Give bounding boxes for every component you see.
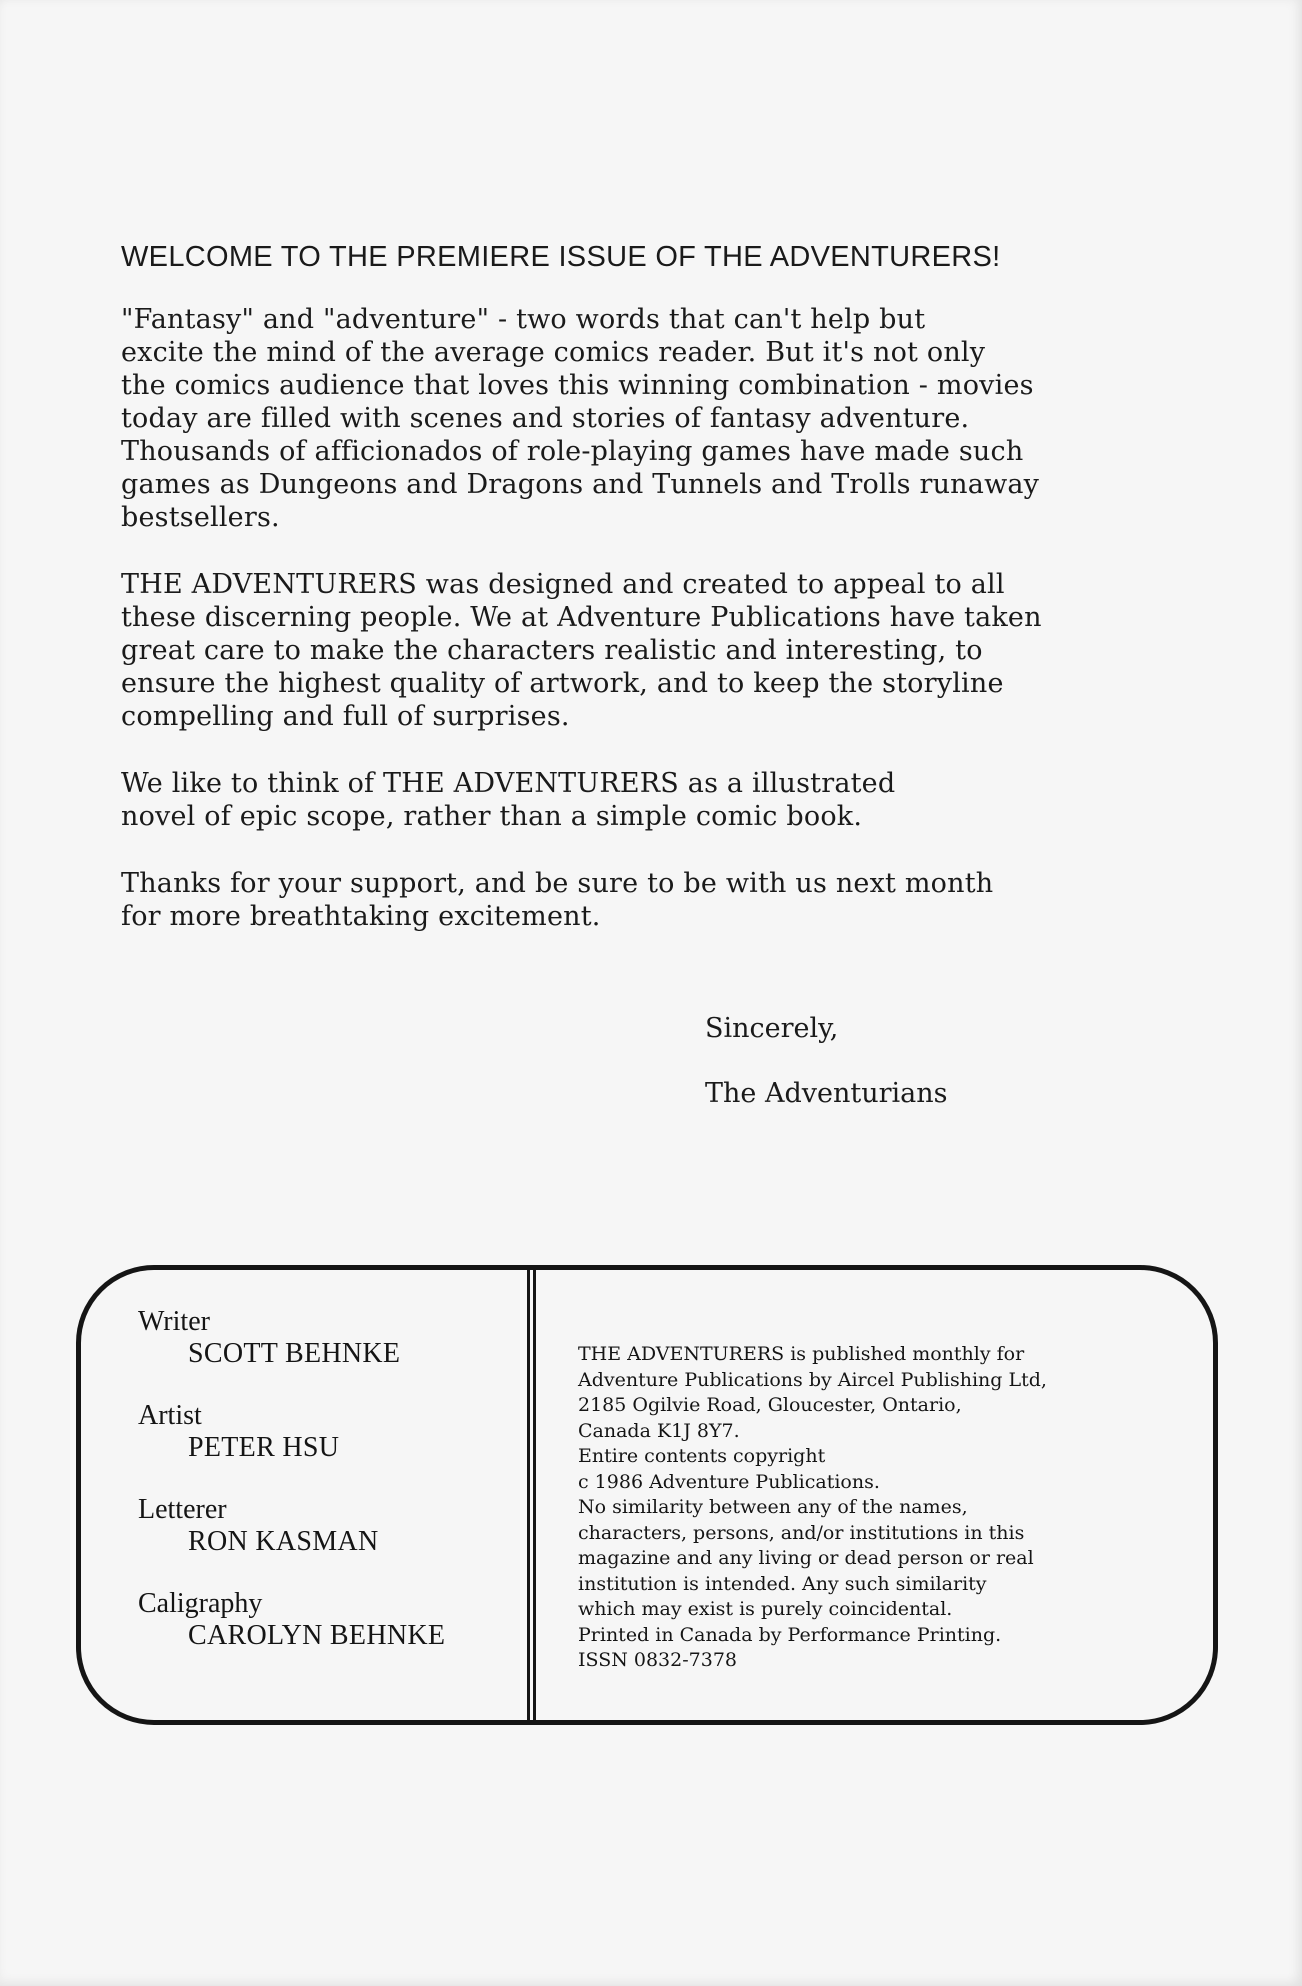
credit-role-writer: Writer bbox=[138, 1306, 210, 1337]
indicia-text: THE ADVENTURERS is published monthly for Adventure Publications by Aircel Publishing Ltd, 2185 Ogilvie Road, Gloucester, Ontario, Canada K1J 8Y7. Entire contents copyright c 1986 Adventure Publications. No similarity between any of the names, characters, persons, and/or institutions in this magazine and any living or dead person or real institution is intended. Any such similarity which may exist is purely coincidental. Printed in Canada by Performance Printing. ISSN 0832-7378 bbox=[578, 1343, 1047, 1671]
credit-role-caligraphy: Caligraphy bbox=[138, 1588, 263, 1619]
credits-divider bbox=[527, 1270, 536, 1720]
credits-list bbox=[138, 1306, 518, 1682]
credit-role-artist: Artist bbox=[138, 1400, 202, 1431]
credit-name-caligraphy: CAROLYN BEHNKE bbox=[188, 1620, 446, 1651]
credits-box bbox=[76, 1265, 1218, 1725]
letter-heading: WELCOME TO THE PREMIERE ISSUE OF THE ADVENTURERS! bbox=[121, 241, 1001, 273]
credit-name-letterer: RON KASMAN bbox=[188, 1526, 379, 1557]
letter-signature: The Adventurians bbox=[705, 1078, 948, 1109]
letter-paragraph-2: THE ADVENTURERS was designed and created to appeal to all these discerning people. We at Adventure Publications have taken great care to make the characters realistic and interesting, to ensure the highest quality of artwork, and to keep the storyline compelling and full of surprises. bbox=[121, 568, 1042, 732]
credit-role-letterer: Letterer bbox=[138, 1494, 227, 1525]
letter-closing: Sincerely, bbox=[705, 1013, 839, 1044]
editorial-letter bbox=[121, 240, 1141, 967]
credit-name-writer: SCOTT BEHNKE bbox=[188, 1338, 401, 1369]
letter-paragraph-4: Thanks for your support, and be sure to be with us next month for more breathtaking excitement. bbox=[121, 867, 994, 932]
credit-name-artist: PETER HSU bbox=[188, 1432, 340, 1463]
letter-paragraph-3: We like to think of THE ADVENTURERS as a illustrated novel of epic scope, rather than a simple comic book. bbox=[121, 767, 896, 832]
letter-paragraph-1: "Fantasy" and "adventure" - two words that can't help but excite the mind of the average comics reader. But it's not only the comics audience that loves this winning combination - movies today are filled with scenes and stories of fantasy adventure. Thousands of afficionados of role-playing games have made such games as Dungeons and Dragons and Tunnels and Trolls runaway bestsellers. bbox=[121, 303, 1040, 533]
